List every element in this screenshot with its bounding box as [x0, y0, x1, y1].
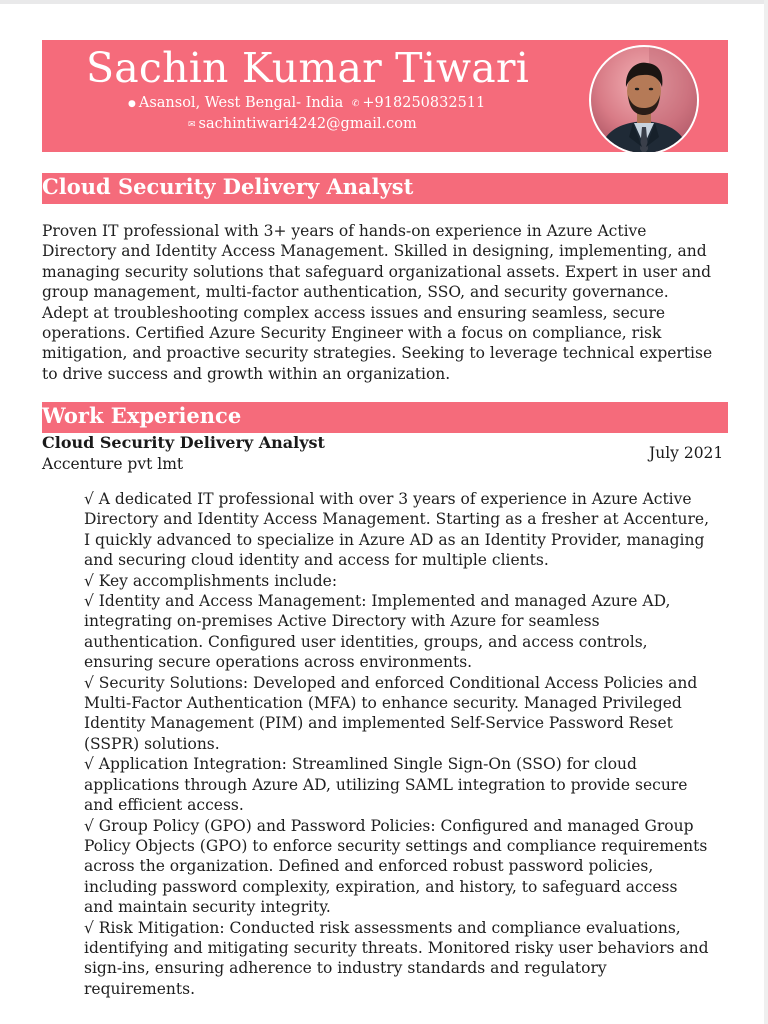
envelope-icon: ✉: [188, 120, 196, 130]
summary-line: managing security solutions that safeguard organizational assets. Expert in user and: [42, 262, 712, 281]
contact-phone: +918250832511: [362, 95, 486, 111]
contact-email[interactable]: sachintiwari4242@gmail.com: [198, 116, 417, 132]
contact-line-location-phone: [128, 95, 485, 111]
profile-photo: [589, 45, 699, 152]
bullet-line: requirements.: [84, 979, 195, 998]
bullet-line: and maintain security integrity.: [84, 898, 331, 917]
contact-line-email: [188, 116, 417, 132]
summary-line: operations. Certified Azure Security Engineer with a focus on compliance, risk: [42, 324, 662, 343]
page-edge: [0, 0, 768, 4]
summary-line: mitigation, and proactive security strategies. Seeking to leverage technical expertise: [42, 344, 713, 363]
bullet-line: Identity Management (PIM) and implemented Self-Service Password Reset: [84, 714, 673, 733]
bullet-line: integrating on-premises Active Directory with Azure for seamless: [84, 612, 600, 631]
bullet-line: across the organization. Defined and enforced robust password policies,: [84, 857, 654, 876]
bullet-line: √ Risk Mitigation: Conducted risk assessments and compliance evaluations,: [84, 918, 681, 937]
bullet-line: and efficient access.: [84, 796, 244, 815]
bullet-line: √ Key accomplishments include:: [84, 571, 338, 590]
bullet-line: sign-ins, ensuring adherence to industry standards and regulatory: [84, 959, 607, 978]
bullet-line: applications through Azure AD, utilizing SAML integration to provide secure: [84, 775, 688, 794]
job-responsibilities: [84, 489, 734, 999]
summary-line: Adept at troubleshooting complex access issues and ensuring seamless, secure: [42, 303, 666, 322]
bullet-line: Policy Objects (GPO) to enforce security settings and compliance requirements: [84, 836, 708, 855]
summary-line: group management, multi-factor authentication, SSO, and security governance.: [42, 283, 669, 302]
bullet-line: Directory and Identity Access Management. Starting as a fresher at Accenture,: [84, 510, 710, 529]
bullet-line: √ Security Solutions: Developed and enforced Conditional Access Policies and: [84, 673, 698, 692]
summary-line: Proven IT professional with 3+ years of hands-on experience in Azure Active: [42, 222, 647, 240]
bullet-line: √ Application Integration: Streamlined Single Sign-On (SSO) for cloud: [84, 755, 637, 774]
contact-location: Asansol, West Bengal- India: [138, 95, 344, 111]
headline-bar: [42, 173, 728, 204]
bullet-line: Multi-Factor Authentication (MFA) to enhance security. Managed Privileged: [84, 694, 682, 713]
location-pin-icon: ●: [128, 99, 136, 109]
bullet-line: I quickly advanced to specialize in Azure AD as an Identity Provider, managing: [84, 530, 705, 549]
resume-header: [42, 40, 728, 152]
headline-title: Cloud Security Delivery Analyst: [42, 174, 414, 199]
bullet-line: authentication. Configured user identities, groups, and access controls,: [84, 632, 648, 651]
bullet-line: and securing cloud identity and access for multiple clients.: [84, 551, 549, 570]
work-experience-bar: [42, 402, 728, 433]
bullet-line: identifying and mitigating security threats. Monitored risky user behaviors and: [84, 938, 709, 957]
candidate-name: Sachin Kumar Tiwari: [86, 44, 530, 92]
company-name: Accenture pvt lmt: [42, 455, 184, 473]
bullet-line: ensuring secure operations across environments.: [84, 653, 473, 672]
bullet-line: √ Group Policy (GPO) and Password Policies: Configured and managed Group: [84, 816, 694, 835]
bullet-line: √ A dedicated IT professional with over 3 years of experience in Azure Active: [84, 490, 692, 508]
bullet-line: √ Identity and Access Management: Implemented and managed Azure AD,: [84, 592, 671, 611]
summary-line: Directory and Identity Access Management. Skilled in designing, implementing, and: [42, 242, 707, 261]
job-title: Cloud Security Delivery Analyst: [42, 433, 325, 452]
bullet-line: including password complexity, expiration, and history, to safeguard access: [84, 877, 678, 896]
profile-photo-portrait: [589, 45, 699, 152]
section-title-work-experience: Work Experience: [42, 403, 242, 428]
job-date: July 2021: [649, 444, 724, 462]
page-edge-right: [764, 0, 768, 1024]
summary-line: to drive success and growth within an organization.: [42, 364, 451, 383]
phone-icon: ✆: [351, 99, 360, 109]
professional-summary: [42, 221, 732, 384]
bullet-line: (SSPR) solutions.: [84, 734, 220, 753]
